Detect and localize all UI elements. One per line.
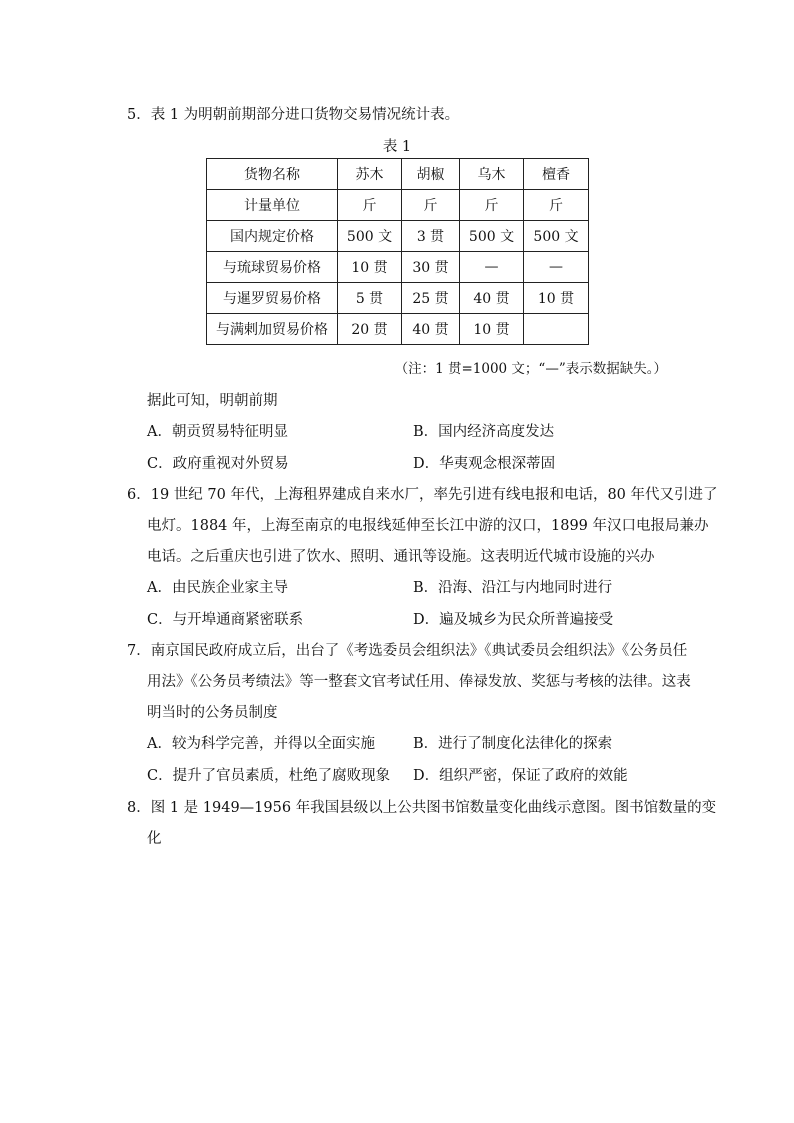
table-row	[207, 221, 589, 252]
table-row	[207, 252, 589, 283]
table-row-header: 货物名称	[207, 159, 338, 190]
table-cell: 斤	[402, 190, 460, 221]
table-cell: 30 贯	[402, 252, 460, 283]
q8-line-2: 化	[147, 831, 162, 847]
table-cell: 500 文	[524, 221, 589, 252]
table-cell: 40 贯	[402, 314, 460, 345]
table-row-header: 与暹罗贸易价格	[207, 283, 338, 314]
table-row-header: 与琉球贸易价格	[207, 252, 338, 283]
q7-line-3: 明当时的公务员制度	[147, 705, 278, 721]
q7-line-2: 用法》《公务员考绩法》等一整套文官考试任用、俸禄发放、奖惩与考核的法律。这表	[147, 674, 691, 690]
q6-line-1: 6．19 世纪 70 年代，上海租界建成自来水厂，率先引进有线电报和电话，80 年代又引进了	[127, 487, 718, 503]
q7-line-1: 7．南京国民政府成立后，出台了《考选委员会组织法》《典试委员会组织法》《公务员任	[127, 643, 688, 659]
table-cell: —	[524, 252, 589, 283]
table-cell: 斤	[338, 190, 402, 221]
table-row	[207, 190, 589, 221]
q7-option-a: A．较为科学完善，并得以全面实施	[147, 736, 375, 752]
q6-option-c: C．与开埠通商紧密联系	[147, 612, 304, 628]
q5-option-c: C．政府重视对外贸易	[147, 456, 289, 472]
table-cell: 胡椒	[402, 159, 460, 190]
table-cell: 乌木	[460, 159, 524, 190]
table-caption: 表 1	[382, 139, 412, 155]
table-cell: 20 贯	[338, 314, 402, 345]
table-cell: 10 贯	[338, 252, 402, 283]
table-cell: 斤	[524, 190, 589, 221]
q5-option-a: A．朝贡贸易特征明显	[147, 424, 288, 440]
table-cell: 斤	[460, 190, 524, 221]
table-cell: 10 贯	[460, 314, 524, 345]
q6-line-3: 电话。之后重庆也引进了饮水、照明、通讯等设施。这表明近代城市设施的兴办	[147, 549, 655, 565]
table-cell: —	[460, 252, 524, 283]
table-cell: 500 文	[338, 221, 402, 252]
table-cell: 苏木	[338, 159, 402, 190]
q5-stem: 5．表 1 为明朝前期部分进口货物交易情况统计表。	[127, 107, 460, 123]
table-row-header: 与满剌加贸易价格	[207, 314, 338, 345]
q7-option-d: D．组织严密，保证了政府的效能	[413, 768, 628, 784]
q7-option-b: B．进行了制度化法律化的探索	[413, 736, 613, 752]
goods-table	[206, 158, 589, 345]
table-row	[207, 314, 589, 345]
q7-option-c: C．提升了官员素质，杜绝了腐败现象	[147, 768, 391, 784]
q5-lead: 据此可知，明朝前期	[147, 393, 278, 409]
table-note: （注：1 贯=1000 文；“—”表示数据缺失。）	[394, 361, 667, 377]
table-cell	[524, 314, 589, 345]
q5-option-b: B．国内经济高度发达	[413, 424, 555, 440]
table-cell: 5 贯	[338, 283, 402, 314]
table-cell: 40 贯	[460, 283, 524, 314]
table-cell: 25 贯	[402, 283, 460, 314]
table-cell: 3 贯	[402, 221, 460, 252]
q6-line-2: 电灯。1884 年，上海至南京的电报线延伸至长江中游的汉口，1899 年汉口电报局兼办	[147, 518, 709, 534]
table-cell: 檀香	[524, 159, 589, 190]
q5-option-d: D．华夷观念根深蒂固	[413, 456, 556, 472]
q6-option-b: B．沿海、沿江与内地同时进行	[413, 580, 613, 596]
table-cell: 500 文	[460, 221, 524, 252]
table-row	[207, 283, 589, 314]
table-row-header: 计量单位	[207, 190, 338, 221]
q8-line-1: 8．图 1 是 1949—1956 年我国县级以上公共图书馆数量变化曲线示意图。图书馆数量的变	[127, 800, 717, 816]
q6-option-a: A．由民族企业家主导	[147, 580, 288, 596]
q6-option-d: D．遍及城乡为民众所普遍接受	[413, 612, 614, 628]
table-row	[207, 159, 589, 190]
table-row-header: 国内规定价格	[207, 221, 338, 252]
table-cell: 10 贯	[524, 283, 589, 314]
